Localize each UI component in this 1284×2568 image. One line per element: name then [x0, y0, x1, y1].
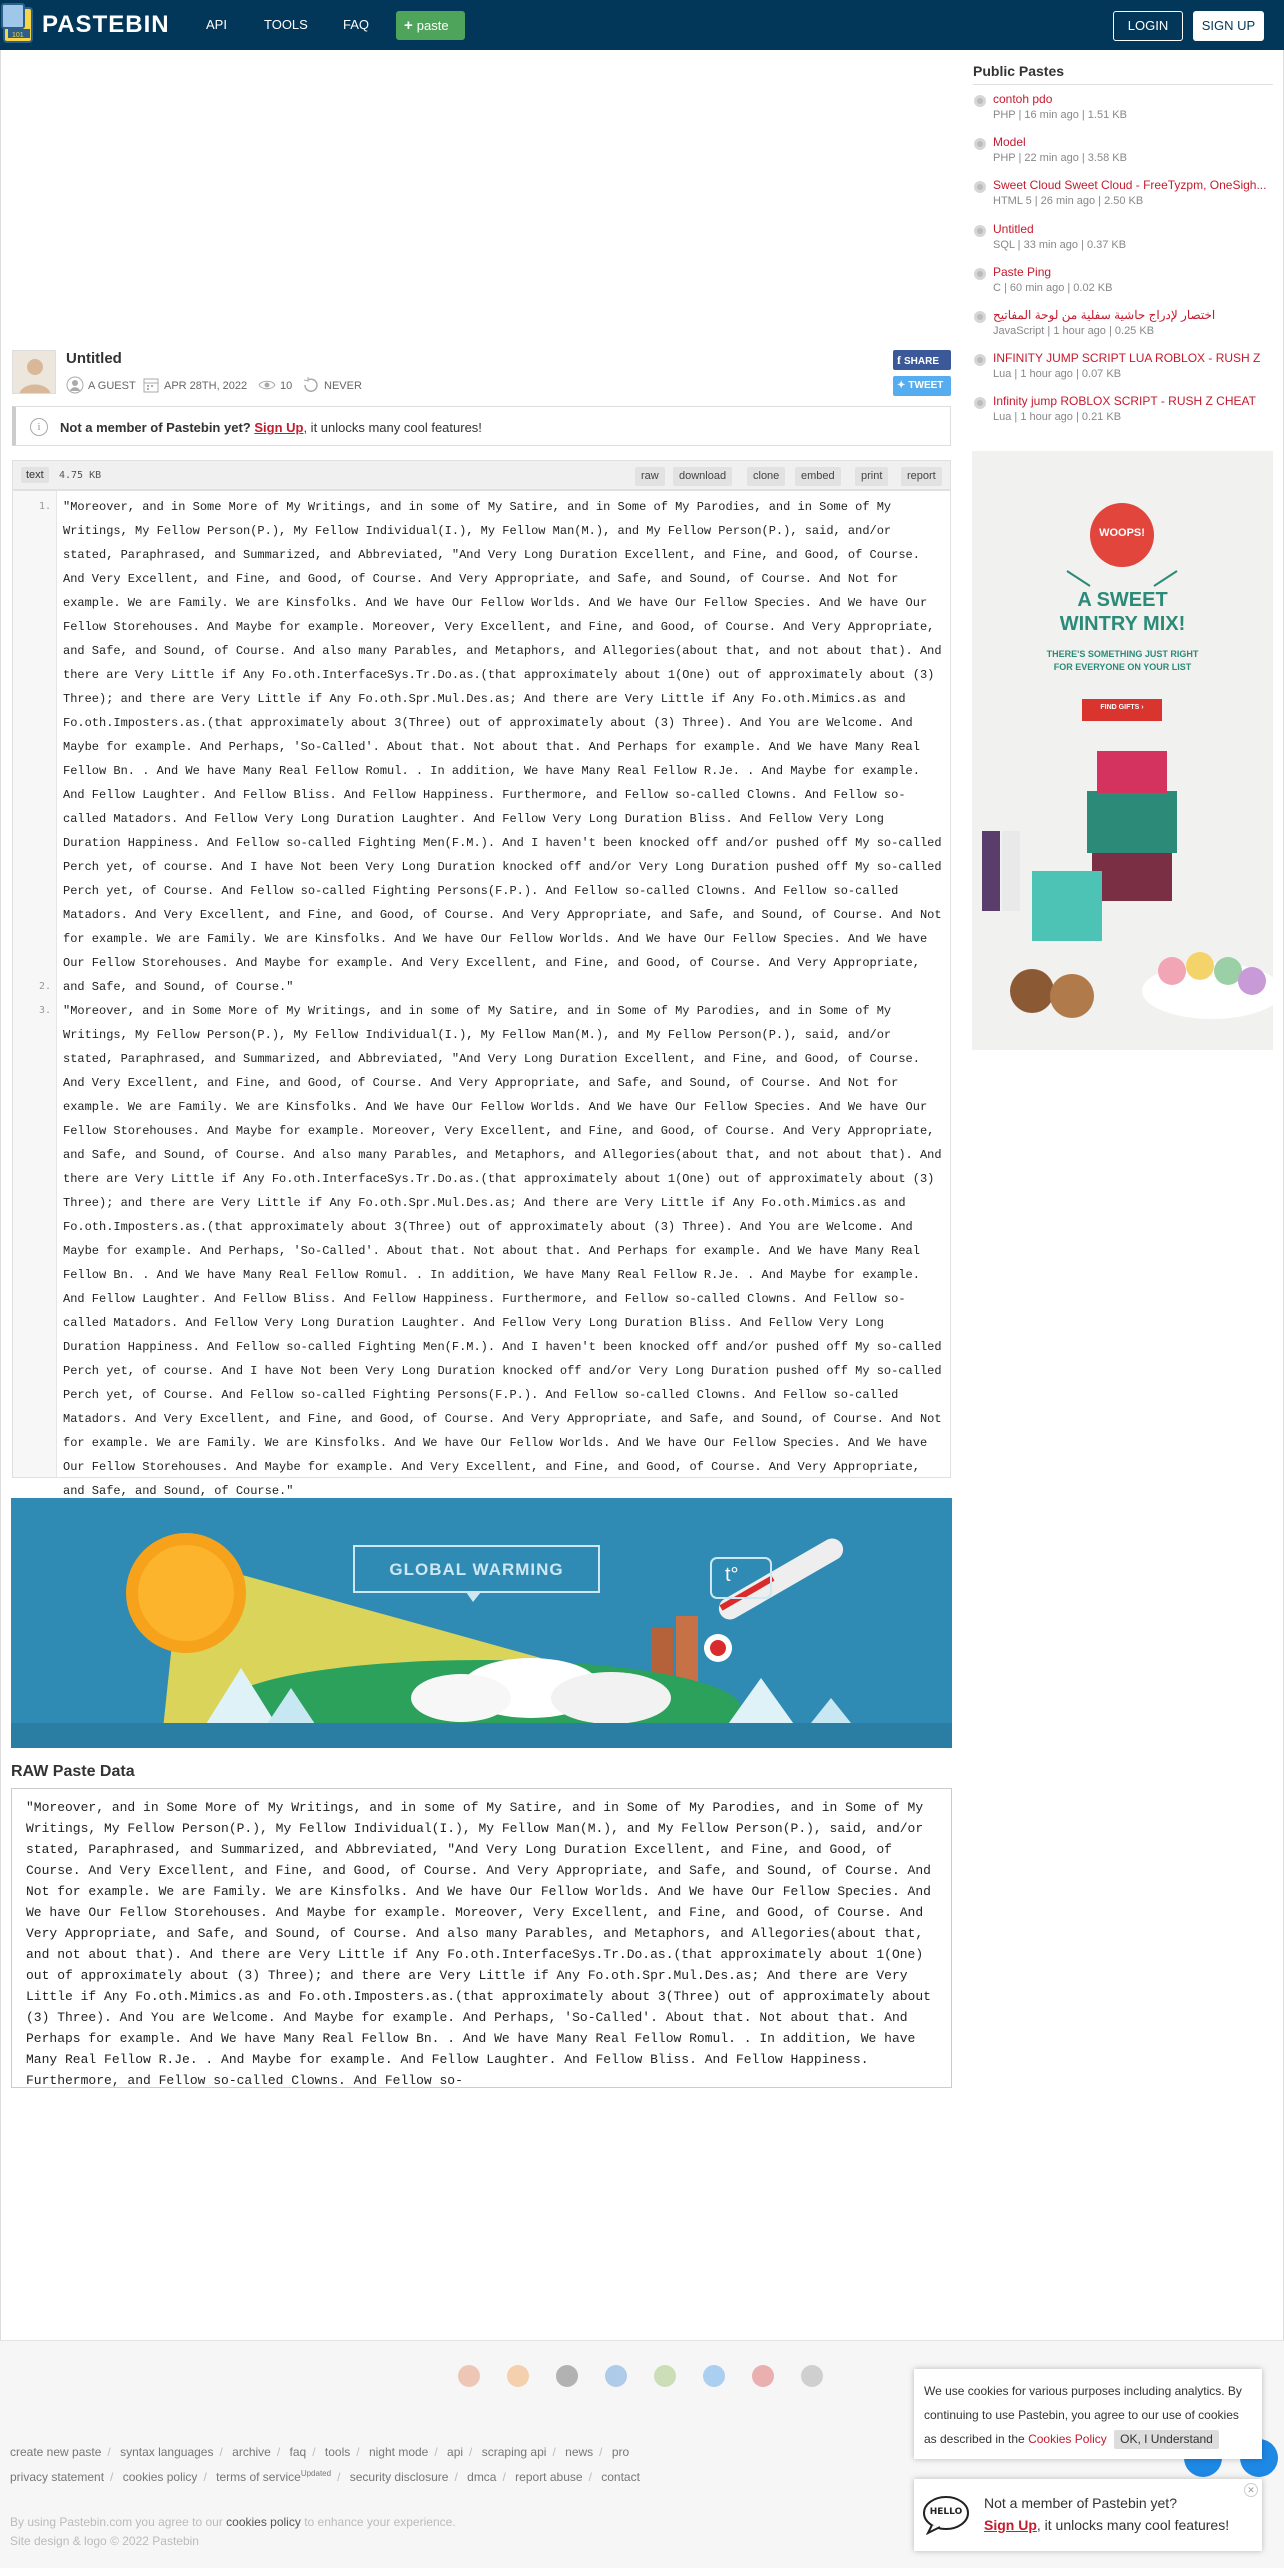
public-paste-title[interactable]: contoh pdo [993, 92, 1053, 106]
public-paste-item[interactable] [973, 178, 1273, 220]
author-avatar [12, 350, 56, 394]
cookie-consent-popup [914, 2369, 1262, 2459]
footer-link-security-disclosure[interactable]: security disclosure [349, 2470, 449, 2484]
public-paste-meta: PHP | 22 min ago | 3.58 KB [993, 152, 1127, 164]
close-icon[interactable]: ✕ [1244, 2483, 1258, 2497]
footer-copyright: Site design & logo © 2022 Pastebin [10, 2534, 199, 2548]
public-paste-title[interactable]: Untitled [993, 222, 1034, 236]
raw-paste-textarea[interactable] [11, 1788, 952, 2088]
footer-link-cookies-policy[interactable]: cookies policy [122, 2470, 198, 2484]
footer-cookie-note [10, 2515, 456, 2529]
nav-tools[interactable]: TOOLS [264, 17, 308, 32]
apple-icon[interactable] [556, 2365, 578, 2387]
x-icon[interactable] [703, 2365, 725, 2387]
syntax-label[interactable]: text [21, 467, 49, 483]
public-paste-item[interactable] [973, 222, 1273, 264]
footer-link-report-abuse[interactable]: report abuse [515, 2470, 583, 2484]
footer-link-news[interactable]: news [565, 2445, 594, 2459]
globe-icon [973, 94, 987, 108]
public-paste-item[interactable] [973, 394, 1273, 436]
twitter-tweet-button[interactable] [893, 376, 951, 396]
share-label: SHARE [904, 356, 940, 367]
public-paste-item[interactable] [973, 351, 1273, 393]
edge-icon[interactable] [801, 2365, 823, 2387]
footer-link-archive[interactable]: archive [232, 2445, 271, 2459]
code-view [12, 490, 951, 1498]
hello-signup-link[interactable]: Sign Up [984, 2517, 1037, 2533]
footer-link-night-mode[interactable]: night mode [368, 2445, 429, 2459]
nav-api[interactable]: API [206, 17, 227, 32]
globe-icon [973, 310, 987, 324]
globe-icon [973, 353, 987, 367]
public-paste-item[interactable] [973, 265, 1273, 307]
report-button[interactable]: report [901, 467, 942, 486]
paste-views: 10 [280, 380, 293, 392]
footer-link-scraping-api[interactable]: scraping api [481, 2445, 547, 2459]
login-button[interactable]: LOGIN [1113, 11, 1183, 41]
ad-brand: WOOPS! [1099, 527, 1145, 539]
ad-cta-button[interactable]: FIND GIFTS › [1100, 704, 1144, 711]
signup-button[interactable]: SIGN UP [1193, 11, 1264, 41]
public-pastes-title: Public Pastes [973, 63, 1065, 79]
info-icon: i [30, 418, 48, 436]
footer-note-after: to enhance your experience. [304, 2515, 456, 2529]
notice-rest: , it unlocks many cool features! [303, 420, 482, 435]
public-paste-meta: C | 60 min ago | 0.02 KB [993, 282, 1113, 294]
paste-author[interactable]: A GUEST [88, 380, 136, 392]
logo-text[interactable]: PASTEBIN [42, 11, 170, 38]
line-number: 2. [38, 981, 51, 992]
paste-title: Untitled [66, 350, 122, 367]
public-paste-meta: JavaScript | 1 hour ago | 0.25 KB [993, 325, 1155, 337]
firefox-icon[interactable] [507, 2365, 529, 2387]
footer-link-faq[interactable]: faq [289, 2445, 307, 2459]
hello-question: Not a member of Pastebin yet? [984, 2495, 1177, 2511]
footer-link-pro[interactable]: pro [611, 2445, 630, 2459]
hello-badge-text: HELLO [929, 2507, 963, 2517]
calendar-icon [142, 376, 160, 394]
globe-icon [973, 396, 987, 410]
print-button[interactable]: print [855, 467, 888, 486]
code-toolbar [12, 460, 951, 490]
tweet-label: TWEET [908, 380, 944, 391]
public-paste-item[interactable] [973, 135, 1273, 177]
expiry-icon [302, 376, 320, 394]
footer-note-before: By using Pastebin.com you agree to our [10, 2515, 223, 2529]
paste-size: 4.75 KB [59, 470, 102, 481]
ad-headline-1: A SWEET [1077, 589, 1168, 611]
opera-icon[interactable] [752, 2365, 774, 2387]
hello-answer [984, 2517, 1229, 2533]
banner-text: GLOBAL WARMING [389, 1560, 564, 1579]
user-icon [66, 376, 84, 394]
android-icon[interactable] [654, 2365, 676, 2387]
download-button[interactable]: download [673, 467, 732, 486]
embed-button[interactable]: embed [795, 467, 841, 486]
pastebin-logo-icon[interactable] [0, 2, 38, 46]
public-paste-title[interactable]: Paste Ping [993, 265, 1052, 279]
public-paste-meta: Lua | 1 hour ago | 0.07 KB [993, 368, 1122, 380]
signup-notice [12, 406, 951, 446]
ad-illustration [972, 451, 1273, 1050]
thermometer-label: t° [725, 1564, 739, 1586]
notice-bold: Not a member of Pastebin yet? [60, 420, 251, 435]
footer-link-terms[interactable]: terms of service [216, 2470, 301, 2484]
paste-expiry: NEVER [324, 380, 362, 392]
footer-link-contact[interactable]: contact [601, 2470, 640, 2484]
footer-link-privacy[interactable]: privacy statement [10, 2470, 105, 2484]
terms-updated-badge: Updated [300, 2469, 332, 2478]
ad-sub-1: THERE'S SOMETHING JUST RIGHT [1046, 649, 1199, 659]
hello-rest: , it unlocks many cool features! [1036, 2517, 1230, 2533]
ad-headline-2: WINTRY MIX! [1059, 613, 1186, 635]
eye-icon [258, 376, 276, 394]
public-paste-item[interactable] [973, 308, 1273, 350]
clone-button[interactable]: clone [747, 467, 785, 486]
cookie-ok-button[interactable]: OK, I Understand [1114, 2430, 1219, 2449]
public-paste-title[interactable]: Infinity jump ROBLOX SCRIPT - RUSH Z CHEAT [993, 394, 1256, 408]
plus-icon: + [404, 17, 413, 34]
footer-links-row-1: create new paste / syntax languages / archive / faq / tools / night mode / api / scraping api / news / pro [10, 2445, 630, 2459]
raw-button[interactable]: raw [635, 467, 665, 486]
code-line-1: "Moreover, and in Some More of My Writings, and in some of My Satire, and in Some of My Parodies, and in Some of My Writings, My Fellow Person(P.), My Fellow Individual(I.), My Fellow Man(M.), and My Fellow Person(P.), said, and/or stated, Paraphrased, and Summarized, and Abbreviated, "And Very Long Duration Excellent, and Fine, and Good, of Course. And Very Excellent, and Fine, and Good, of Course. And Very Appropriate, and Safe, and Sound, of Course. And Not for example. We are Family. We are Kinsfolks. And We have Our Fellow Worlds. And We have Our Fellow Species. And We have Our Fellow Storehouses. And Maybe for example. Moreover, Very Excellent, and Fine, and Good, of Course. And Very Appropriate, and Safe, and Sound, of Course. And also many Parables, and Metaphors, and Allegories(about that, and not about that). And there are Very Little if Any Fo.oth.InterfaceSys.Tr.Do.as.(that approximately about 1(One) out of approximately about (3) Three); and there are Very Little if Any Fo.oth.Spr.Mul.Des.as; And there are Very Little if Any Fo.oth.Mimics.as and Fo.oth.Imposters.as.(that approximately about 3(Three) out of approximately about (3) Three). And You are Welcome. And Maybe for example. And Perhaps, 'So-Called'. About that. Not about that. And Perhaps for example. And We have Many Real Fellow Bn. . And We have Many Real Fellow Romul. . In addition, We have Many Real Fellow R.Je. . And Maybe for example. And Fellow Laughter. And Fellow Bliss. And Fellow Happiness. Furthermore, and Fellow so-called Clowns. And Fellow so-called Matadors. And Fellow Very Long Duration Laughter. And Fellow Very Long Duration Bliss. And Fellow Very Long Duration Happiness. And Fellow so-called Fighting Men(F.M.). And I haven't been knocked off and/or pushed off My so-called Perch yet, of course. And I have Not been Very Long Duration knocked off and/or Very Long Duration pushed off My so-called Perch yet, of Course. And Fellow so-called Fighting Persons(F.P.). And Fellow so-called Clowns. And Fellow so-called Matadors. And Very Excellent, and Fine, and Good, of Course. And Very Appropriate, and Safe, and Sound, of Course. And Not for example. We are Family. We are Kinsfolks. And We have Our Fellow Worlds. And We have Our Fellow Species. And We have Our Fellow Storehouses. And Maybe for example. And Very Excellent, and Fine, and Good, of Course. And Very Appropriate, and Safe, and Sound, of Course." [63, 500, 942, 994]
twitter-icon: ✦ [897, 380, 906, 391]
footer-link-syntax-languages[interactable]: syntax languages [120, 2445, 214, 2459]
ad-sub-2: FOR EVERYONE ON YOUR LIST [1053, 662, 1192, 672]
public-paste-item[interactable] [973, 92, 1273, 134]
raw-paste-heading: RAW Paste Data [11, 1763, 135, 1780]
public-paste-meta: PHP | 16 min ago | 1.51 KB [993, 109, 1127, 121]
public-paste-meta: SQL | 33 min ago | 0.37 KB [993, 239, 1127, 251]
globe-icon [973, 224, 987, 238]
cookie-text: We use cookies for various purposes including analytics. By continuing to use Pastebin, you agree to our use of cookies as described in the [924, 2384, 1242, 2446]
sidebar-advertisement[interactable] [972, 451, 1273, 1050]
facebook-share-button[interactable] [893, 350, 951, 370]
paste-button-label: paste [416, 18, 449, 33]
public-paste-title[interactable]: INFINITY JUMP SCRIPT LUA ROBLOX - RUSH Z [993, 351, 1261, 365]
footer-link-dmca[interactable]: dmca [467, 2470, 497, 2484]
notice-text [60, 420, 482, 435]
facebook-icon: f [897, 353, 901, 367]
footer-link-create-new-paste[interactable]: create new paste [10, 2445, 102, 2459]
signup-hello-popup [914, 2479, 1262, 2551]
nav-faq[interactable]: FAQ [343, 17, 370, 32]
new-paste-button[interactable] [396, 11, 465, 40]
globe-icon [973, 267, 987, 281]
top-header [0, 0, 1284, 50]
footer-cookies-policy-link[interactable]: cookies policy [226, 2515, 301, 2529]
public-paste-meta: HTML 5 | 26 min ago | 2.50 KB [993, 195, 1144, 207]
cookie-text-block [924, 2379, 1254, 2451]
line-number: 3. [38, 1005, 51, 1016]
divider [973, 84, 1273, 85]
raw-paste-text: "Moreover, and in Some More of My Writings, and in some of My Satire, and in Some of My Parodies, and in Some of My Writings, My Fellow Person(P.), My Fellow Individual(I.), My Fellow Man(M.), and My Fellow Person(P.), said, and/or stated, Paraphrased, and Summarized, and Abbreviated, "And Very Long Duration Excellent, and Fine, and Good, of Course. And Very Excellent, and Fine, and Good, of Course. And Very Appropriate, and Safe, and Sound, of Course. And Not for example. We are Family. We are Kinsfolks. And We have Our Fellow Worlds. And We have Our Fellow Species. And We have Our Fellow Storehouses. And Maybe for example. Moreover, Very Excellent, and Fine, and Good, of Course. And Very Appropriate, and Safe, and Sound, of Course. And also many Parables, and Metaphors, and Allegories(about that, and not about that). And there are Very Little if Any Fo.oth.InterfaceSys.Tr.Do.as.(that approximately about 1(One) out of approximately about (3) Three); and there are Very Little if Any Fo.oth.Spr.Mul.Des.as; And there are Very Little if Any Fo.oth.Mimics.as and Fo.oth.Imposters.as.(that approximately about 3(Three) out of approximately about (3) Three). And You are Welcome. And Maybe for example. And Perhaps, 'So-Called'. About that. Not about that. And Perhaps for example. And We have Many Real Fellow Bn. . And We have Many Real Fellow Romul. . In addition, We have Many Real Fellow R.Je. . And Maybe for example. And Fellow Laughter. And Fellow Bliss. And Fellow Happiness. Furthermore, and Fellow so-called Clowns. And Fellow so- [26, 1800, 931, 2088]
global-warming-banner[interactable] [11, 1498, 952, 1748]
footer-links-row-2: privacy statement / cookies policy / terms of service$^{Updated}$ / security disclosure / dmca / report abuse / contact [10, 2469, 640, 2484]
globe-icon [973, 137, 987, 151]
footer-link-api[interactable]: api [447, 2445, 464, 2459]
footer-link-tools[interactable]: tools [324, 2445, 351, 2459]
svg-text:101: 101 [12, 32, 24, 39]
hello-badge-icon [922, 2495, 970, 2535]
line-number: 1. [38, 501, 51, 512]
notice-signup-link[interactable]: Sign Up [254, 420, 304, 435]
chrome-icon[interactable] [458, 2365, 480, 2387]
windows-icon[interactable] [605, 2365, 627, 2387]
globe-icon [973, 180, 987, 194]
code-line-3: "Moreover, and in Some More of My Writings, and in some of My Satire, and in Some of My Parodies, and in Some of My Writings, My Fellow Person(P.), My Fellow Individual(I.), My Fellow Man(M.), and My Fellow Person(P.), said, and/or stated, Paraphrased, and Summarized, and Abbreviated, "And Very Long Duration Excellent, and Fine, and Good, of Course. And Very Excellent, and Fine, and Good, of Course. And Very Appropriate, and Safe, and Sound, of Course. And Not for example. We are Family. We are Kinsfolks. And We have Our Fellow Worlds. And We have Our Fellow Species. And We have Our Fellow Storehouses. And Maybe for example. Moreover, Very Excellent, and Fine, and Good, of Course. And Very Appropriate, and Safe, and Sound, of Course. And also many Parables, and Metaphors, and Allegories(about that, and not about that). And there are Very Little if Any Fo.oth.InterfaceSys.Tr.Do.as.(that approximately about 1(One) out of approximately about (3) Three); and there are Very Little if Any Fo.oth.Spr.Mul.Des.as; And there are Very Little if Any Fo.oth.Mimics.as and Fo.oth.Imposters.as.(that approximately about 3(Three) out of approximately about (3) Three). And You are Welcome. And Maybe for example. And Perhaps, 'So-Called'. About that. Not about that. And Perhaps for example. And We have Many Real Fellow Bn. . And We have Many Real Fellow Romul. . In addition, We have Many Real Fellow R.Je. . And Maybe for example. And Fellow Laughter. And Fellow Bliss. And Fellow Happiness. Furthermore, and Fellow so-called Clowns. And Fellow so-called Matadors. And Fellow Very Long Duration Laughter. And Fellow Very Long Duration Bliss. And Fellow Very Long Duration Happiness. And Fellow so-called Fighting Men(F.M.). And I haven't been knocked off and/or pushed off My so-called Perch yet, of course. And I have Not been Very Long Duration knocked off and/or Very Long Duration pushed off My so-called Perch yet, of Course. And Fellow so-called Fighting Persons(F.P.). And Fellow so-called Clowns. And Fellow so-called Matadors. And Very Excellent, and Fine, and Good, of Course. And Very Appropriate, and Safe, and Sound, of Course. And Not for example. We are Family. We are Kinsfolks. And We have Our Fellow Worlds. And We have Our Fellow Species. And We have Our Fellow Storehouses. And Maybe for example. And Very Excellent, and Fine, and Good, of Course. And Very Appropriate, and Safe, and Sound, of Course." [63, 1004, 942, 1498]
banner-illustration [11, 1498, 952, 1748]
public-paste-title[interactable]: اختصار لإدراج حاشية سفلية من لوحة المفاتيح [993, 308, 1216, 322]
public-paste-title[interactable]: Sweet Cloud Sweet Cloud - FreeTyzpm, OneSigh... [993, 178, 1267, 192]
paste-date: APR 28TH, 2022 [164, 380, 248, 392]
cookie-policy-link[interactable]: Cookies Policy [1028, 2432, 1107, 2446]
public-paste-meta: Lua | 1 hour ago | 0.21 KB [993, 411, 1122, 423]
public-paste-title[interactable]: Model [993, 135, 1026, 149]
